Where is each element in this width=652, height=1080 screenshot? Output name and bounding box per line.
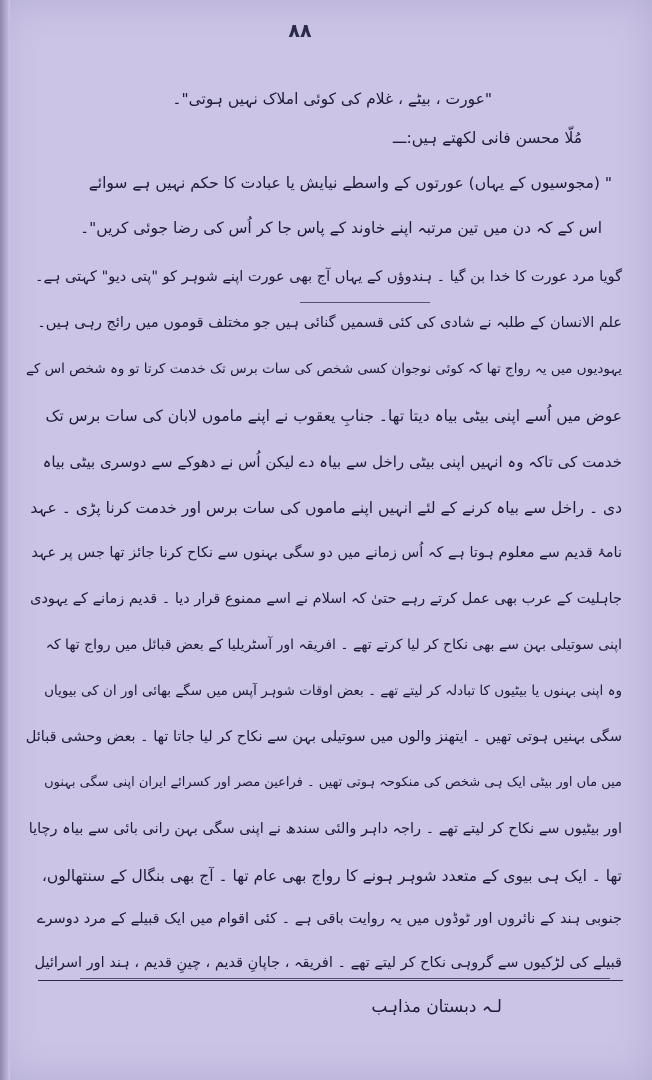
page-spine-shadow bbox=[0, 0, 10, 1080]
body-line-7: نامۂ قدیم سے معلوم ہوتا ہے کہ اُس زمانے میں دو سگی بہنوں سے نکاح کرنا جائز تھا جس پر عہد bbox=[31, 545, 622, 561]
pencil-underline bbox=[80, 978, 610, 979]
body-line-12: میں ماں اور بیٹی ایک ہی شخص کی منکوحہ ہوتی تھیں ۔ فراعین مصر اور کسرائے ایران اپنی سگی بہنوں bbox=[44, 775, 622, 790]
body-line-1: گویا مرد عورت کا خدا بن گیا ۔ ہندوؤں کے یہاں آج بھی عورت اپنے شوہر کو "پتی دیو" کہتی ہے۔ bbox=[35, 269, 622, 285]
quote-line-1: "عورت ، بیٹے ، غلام کی کوئی املاک نہیں ہوتی"۔ bbox=[172, 90, 492, 108]
body-line-2: علم الانسان کے طلبہ نے شادی کی کئی قسمیں گنائی ہیں جو مختلف قوموں میں رائج رہی ہیں۔ bbox=[37, 315, 622, 331]
body-line-10: وہ اپنی بہنوں یا بیٹیوں کا تبادلہ کر لیتے تھے ۔ بعض اوقات شوہر آپس میں سگے بھائی اور ان کی بیویاں bbox=[44, 683, 622, 699]
body-line-8: جاہلیت کے عرب بھی عمل کرتے رہے حتیٰ کہ اسلام نے اسے ممنوع قرار دیا ۔ قدیم زمانے کے یہودی bbox=[30, 591, 622, 607]
author-intro-line: مُلّا محسن فانی لکھتے ہیں:ـــ bbox=[392, 129, 582, 147]
footnote: لـہ دبستان مذاہب bbox=[371, 997, 502, 1017]
quote-line-2: " (مجوسیوں کے یہاں) عورتوں کے واسطے نیایش یا عبادت کا حکم نہیں ہے سوائے bbox=[88, 174, 612, 192]
body-line-16: قبیلے کی لڑکیوں سے گروہی نکاح کر لیتے تھے ۔ افریقہ ، جاپانِ قدیم ، چینِ قدیم ، ہند اور اسرائیل bbox=[34, 955, 622, 971]
body-line-11: سگی بہنیں ہوتی تھیں ۔ ایتھنز والوں میں سوتیلی بہن سے نکاح کر لیا جاتا تھا ۔ بعض وحشی قبائل bbox=[25, 729, 622, 745]
body-line-15: جنوبی ہند کے نائروں اور ٹوڈوں میں یہ روایت باقی ہے ۔ کئی اقوام میں ایک قبیلے کے مرد دوسرے bbox=[37, 911, 622, 927]
body-line-9: اپنی سوتیلی بہن سے بھی نکاح کر لیا کرتے تھے ۔ افریقہ اور آسٹریلیا کے بعض قبائل میں رواج تھا کہ bbox=[45, 637, 622, 653]
pencil-underline bbox=[300, 302, 430, 303]
body-line-6: دی ۔ راخل سے بیاہ کرنے کے لئے انہیں اپنے ماموں کی سات برس اور خدمت کرنا پڑی ۔ عہد bbox=[30, 499, 622, 517]
body-line-13: اور بیٹیوں سے نکاح کر لیتے تھے ۔ راجہ داہر والئی سندھ نے اپنی سگی بہن رانی بائی سے بیاہ رچایا bbox=[28, 821, 622, 837]
body-line-3: یہودیوں میں یہ رواج تھا کہ کوئی نوجوان کسی شخص کی سات برس تک خدمت کرتا تو وہ شخص اس کے bbox=[25, 361, 622, 377]
footnote-divider bbox=[38, 980, 623, 981]
body-line-5: خدمت کی تاکہ وہ انہیں اپنی بیٹی راخل سے بیاہ دے لیکن اُس نے دھوکے سے دوسری بیٹی بیاہ bbox=[42, 453, 622, 471]
quote-line-3: اس کے کہ دن میں تین مرتبہ اپنے خاوند کے پاس جا کر اُس کی رضا جوئی کریں"۔ bbox=[80, 219, 602, 237]
body-line-14: تھا ۔ ایک ہی بیوی کے متعدد شوہر ہونے کا رواج بھی عام تھا ۔ آج بھی بنگال کے سنتھالوں، bbox=[41, 867, 622, 885]
body-line-4: عوض میں اُسے اپنی بیٹی بیاہ دیتا تھا۔ جنابِ یعقوب نے اپنے ماموں لابان کی سات برس تک bbox=[45, 407, 622, 425]
page-number: ۸۸ bbox=[288, 20, 312, 42]
